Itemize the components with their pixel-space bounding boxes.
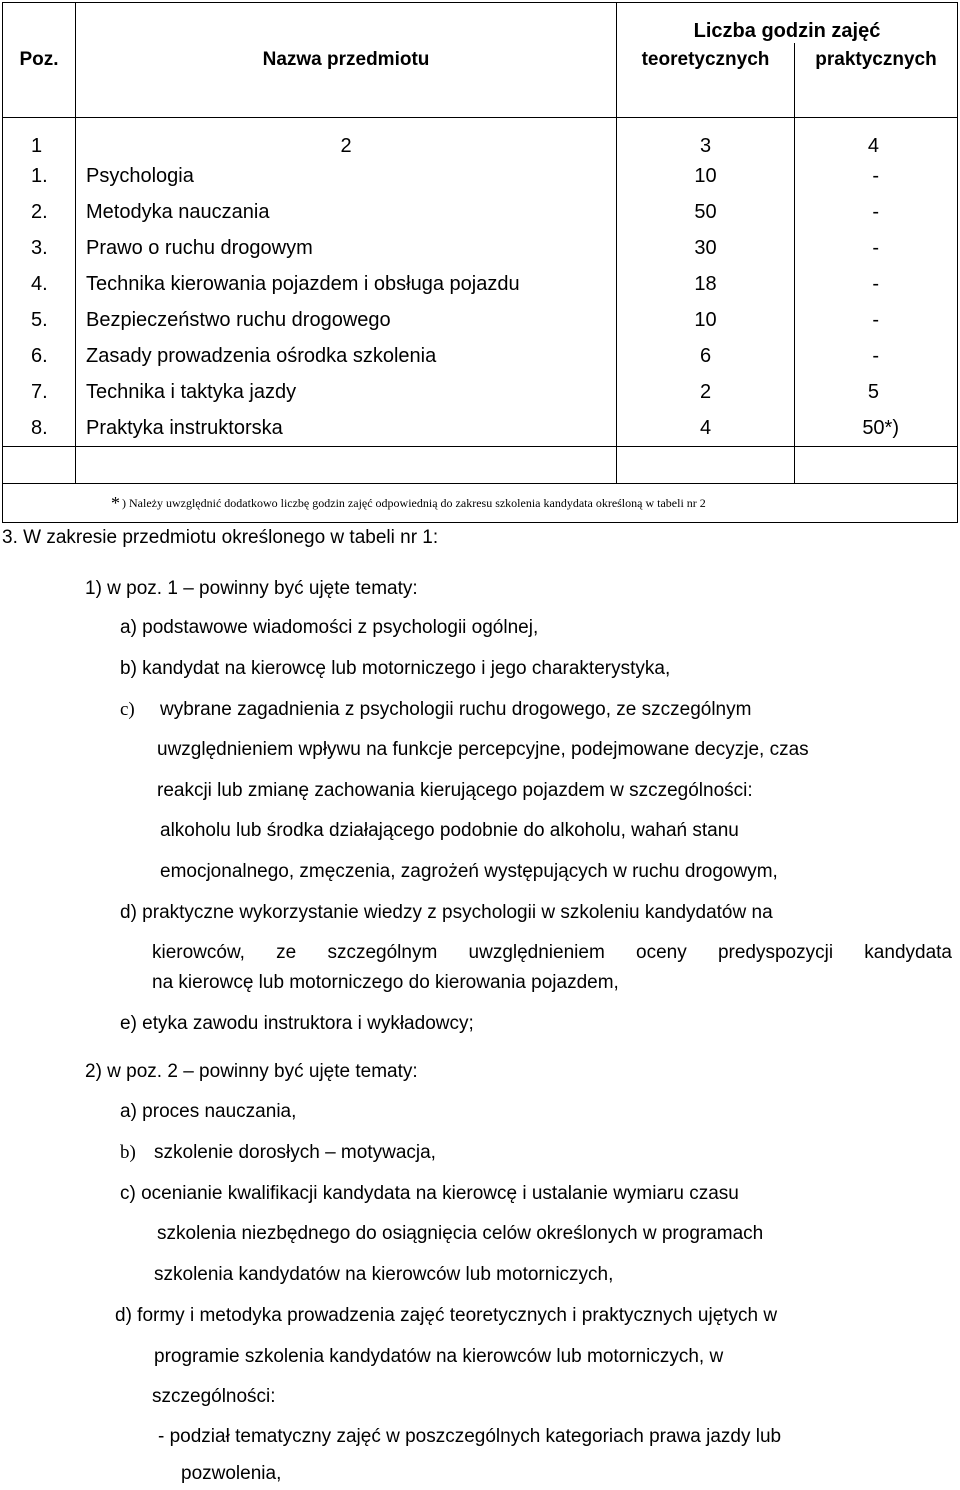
row-theory: 30 bbox=[617, 230, 795, 266]
table-row bbox=[3, 338, 958, 374]
point-1-d-line: kierowców, ze szczególnym uwzględnieniem oceny predyspozycji kandydata bbox=[152, 942, 952, 963]
point-1-c-line: wybrane zagadnienia z psychologii ruchu drogowego, ze szczególnym bbox=[160, 699, 752, 720]
point-2-d-line: d) formy i metodyka prowadzenia zajęć teoretycznych i praktycznych ujętych w bbox=[115, 1305, 778, 1326]
table-row bbox=[3, 158, 958, 194]
row-theory: 6 bbox=[617, 338, 795, 374]
row-num: 8. bbox=[3, 410, 76, 447]
empty-row bbox=[3, 447, 958, 484]
point-1-d-line: d) praktyczne wykorzystanie wiedzy z psychologii w szkoleniu kandydatów na bbox=[120, 902, 773, 923]
point-1-c-line: reakcji lub zmianę zachowania kierującego pojazdem w szczególności: bbox=[157, 780, 753, 801]
point-1-c-mark: c) bbox=[120, 699, 135, 720]
point-2-d-dash-line: pozwolenia, bbox=[181, 1463, 282, 1484]
header-hours-group: Liczba godzin zajęć bbox=[617, 3, 958, 44]
header-practice: praktycznych bbox=[795, 43, 958, 118]
point-2-d-line: szczególności: bbox=[152, 1386, 276, 1407]
point-1-c-line: alkoholu lub środka działającego podobnie do alkoholu, wahań stanu bbox=[160, 820, 739, 841]
row-name: Technika kierowania pojazdem i obsługa pojazdu bbox=[76, 266, 617, 302]
table-header-row bbox=[3, 3, 958, 44]
point-2-c-line: c) ocenianie kwalifikacji kandydata na kierowcę i ustalanie wymiaru czasu bbox=[120, 1183, 739, 1204]
col-number: 4 bbox=[795, 118, 958, 159]
row-practice: - bbox=[795, 158, 958, 194]
point-1-e: e) etyka zawodu instruktora i wykładowcy; bbox=[120, 1013, 474, 1034]
row-practice: - bbox=[795, 266, 958, 302]
point-1-a: a) podstawowe wiadomości z psychologii ogólnej, bbox=[120, 617, 539, 638]
header-name: Nazwa przedmiotu bbox=[76, 3, 617, 118]
row-name: Psychologia bbox=[76, 158, 617, 194]
point-1-b: b) kandydat na kierowcę lub motorniczego i jego charakterystyka, bbox=[120, 658, 671, 679]
header-pos: Poz. bbox=[3, 3, 76, 118]
row-num: 5. bbox=[3, 302, 76, 338]
point-1-d-line: na kierowcę lub motorniczego do kierowania pojazdem, bbox=[152, 972, 619, 993]
point-2-a: a) proces nauczania, bbox=[120, 1101, 297, 1122]
point-1-c-line: emocjonalnego, zmęczenia, zagrożeń występujących w ruchu drogowym, bbox=[160, 861, 778, 882]
table-row bbox=[3, 410, 958, 447]
row-theory: 4 bbox=[617, 410, 795, 447]
hours-table bbox=[2, 2, 958, 523]
section-3-heading: 3. W zakresie przedmiotu określonego w tabeli nr 1: bbox=[2, 527, 439, 548]
footnote-text: ) Należy uwzględnić dodatkowo liczbę godzin zajęć odpowiednią do zakresu szkolenia kandydata określoną w tabeli nr 2 bbox=[122, 495, 706, 510]
row-theory: 18 bbox=[617, 266, 795, 302]
row-theory: 10 bbox=[617, 302, 795, 338]
point-2-c-line: szkolenia kandydatów na kierowców lub motorniczych, bbox=[154, 1264, 614, 1285]
point-1: 1) w poz. 1 – powinny być ujęte tematy: bbox=[85, 578, 418, 599]
col-number: 1 bbox=[3, 118, 76, 159]
row-practice: - bbox=[795, 338, 958, 374]
row-num: 4. bbox=[3, 266, 76, 302]
row-name: Metodyka nauczania bbox=[76, 194, 617, 230]
row-name: Praktyka instruktorska bbox=[76, 410, 617, 447]
point-2: 2) w poz. 2 – powinny być ujęte tematy: bbox=[85, 1061, 418, 1082]
row-theory: 2 bbox=[617, 374, 795, 410]
row-name: Bezpieczeństwo ruchu drogowego bbox=[76, 302, 617, 338]
footnote-row bbox=[3, 484, 958, 523]
row-num: 7. bbox=[3, 374, 76, 410]
row-name: Prawo o ruchu drogowym bbox=[76, 230, 617, 266]
point-2-c-line: szkolenia niezbędnego do osiągnięcia celów określonych w programach bbox=[157, 1223, 764, 1244]
row-num: 1. bbox=[3, 158, 76, 194]
column-number-row bbox=[3, 118, 958, 159]
point-2-b: szkolenie dorosłych – motywacja, bbox=[154, 1142, 436, 1163]
table-row bbox=[3, 374, 958, 410]
row-practice: - bbox=[795, 230, 958, 266]
row-practice: - bbox=[795, 302, 958, 338]
row-name: Technika i taktyka jazdy bbox=[76, 374, 617, 410]
row-num: 3. bbox=[3, 230, 76, 266]
header-theory: teoretycznych bbox=[617, 43, 795, 118]
table-row bbox=[3, 230, 958, 266]
row-num: 2. bbox=[3, 194, 76, 230]
table-row bbox=[3, 302, 958, 338]
row-practice: - bbox=[795, 194, 958, 230]
footnote-mark: * bbox=[111, 492, 120, 513]
point-2-b-mark: b) bbox=[120, 1142, 136, 1163]
row-practice: 5 bbox=[795, 374, 958, 410]
table-row bbox=[3, 266, 958, 302]
row-name: Zasady prowadzenia ośrodka szkolenia bbox=[76, 338, 617, 374]
row-theory: 50 bbox=[617, 194, 795, 230]
row-practice: 50*) bbox=[795, 410, 958, 447]
point-2-d-dash-line: - podział tematyczny zajęć w poszczególnych kategoriach prawa jazdy lub bbox=[158, 1426, 782, 1447]
row-theory: 10 bbox=[617, 158, 795, 194]
col-number: 3 bbox=[617, 118, 795, 159]
col-number: 2 bbox=[76, 118, 617, 159]
table-row bbox=[3, 194, 958, 230]
point-2-d-line: programie szkolenia kandydatów na kierowców lub motorniczych, w bbox=[154, 1346, 724, 1367]
point-1-c-line: uwzględnieniem wpływu na funkcje percepcyjne, podejmowane decyzje, czas bbox=[157, 739, 809, 760]
row-num: 6. bbox=[3, 338, 76, 374]
table-footnote bbox=[3, 484, 958, 523]
